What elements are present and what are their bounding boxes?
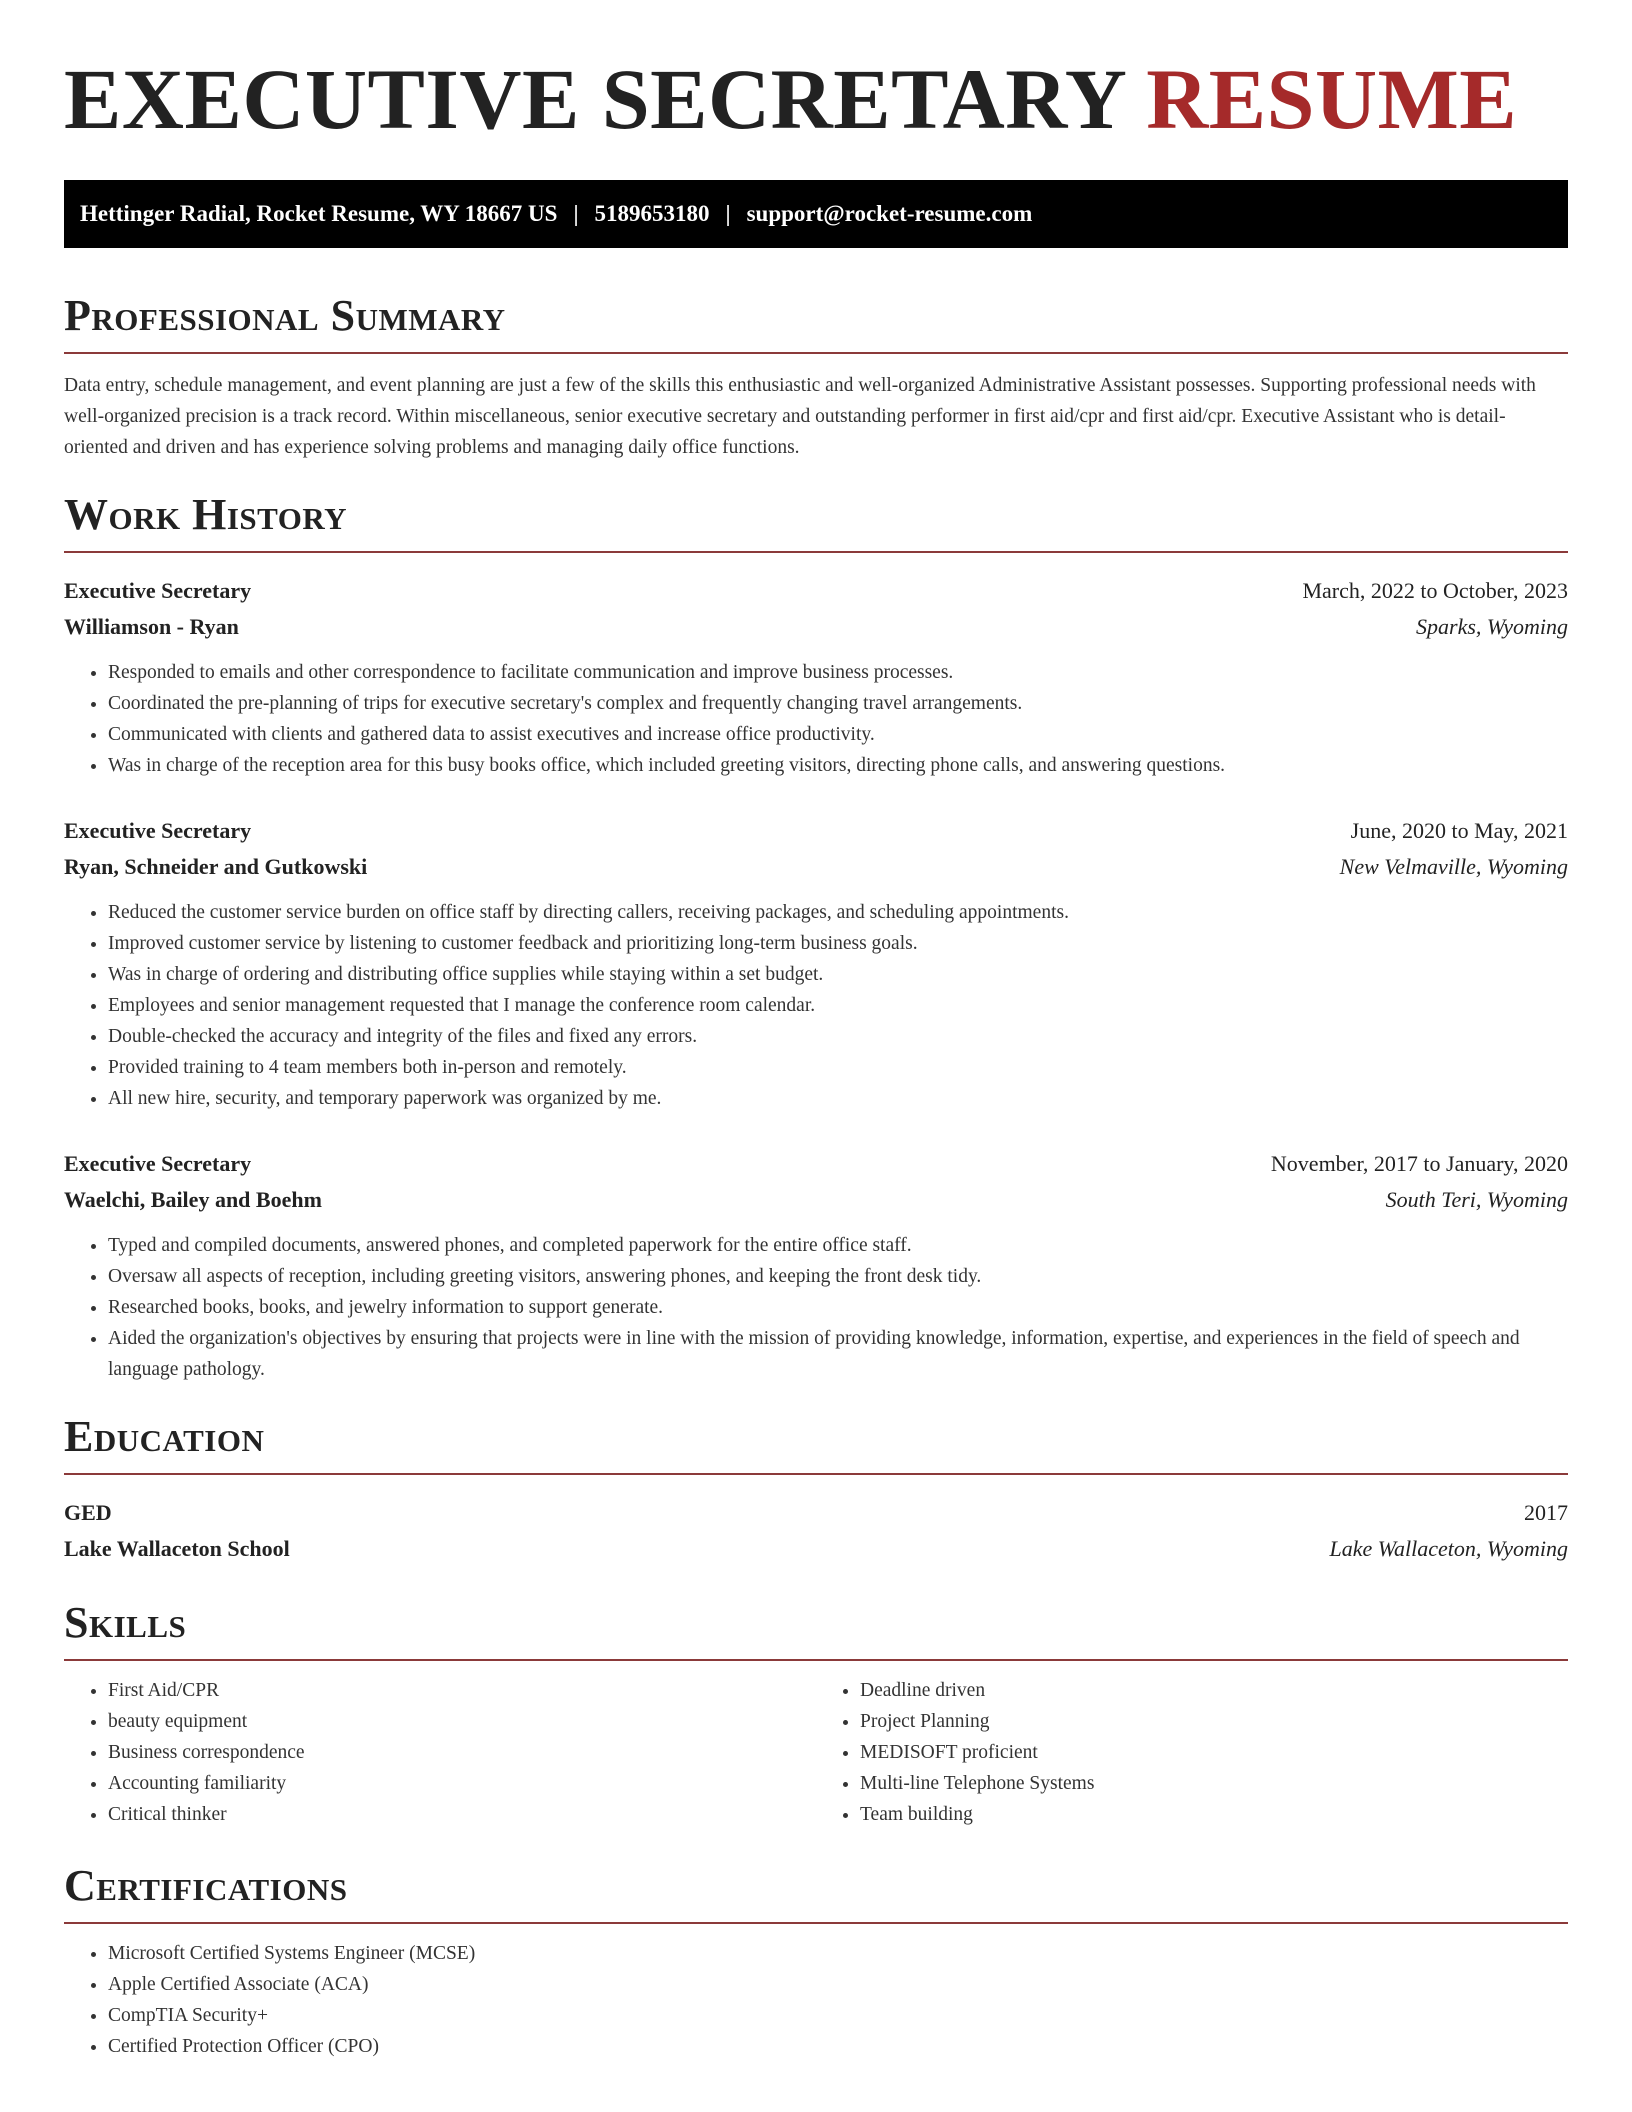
job-bullet: • Oversaw all aspects of reception, including greeting visitors, answering phones, and keeping the front desk tidy. (108, 1261, 1568, 1292)
job-company: Williamson - Ryan (64, 614, 239, 639)
job-bullet: • Provided training to 4 team members both in-person and remotely. (108, 1052, 1568, 1083)
education-degree: GED (64, 1500, 112, 1525)
job-entry (64, 573, 1568, 781)
skill-item: • MEDISOFT proficient (860, 1737, 1568, 1768)
job-bullet: • All new hire, security, and temporary paperwork was organized by me. (108, 1083, 1568, 1114)
contact-separator: | (725, 201, 731, 226)
job-bullet: • Employees and senior management requested that I manage the conference room calendar. (108, 990, 1568, 1021)
job-entry (64, 1146, 1568, 1385)
job-dates: November, 2017 to January, 2020 (1270, 1151, 1568, 1176)
skills-list-left (64, 1675, 816, 1830)
job-bullet: • Aided the organization's objectives by ensuring that projects were in line with the mission of providing knowledge, information, expertise, and experiences in the field of speech and language pathology. (108, 1323, 1568, 1385)
skill-item: • Multi-line Telephone Systems (860, 1768, 1568, 1799)
skills-section (64, 1598, 1568, 1830)
job-title: Executive Secretary (64, 818, 252, 843)
skills-grid (64, 1675, 1568, 1830)
job-dates: March, 2022 to October, 2023 (1302, 578, 1568, 603)
job-bullet: • Was in charge of ordering and distributing office supplies while staying within a set budget. (108, 959, 1568, 990)
skill-item: • Project Planning (860, 1706, 1568, 1737)
title-accent: RESUME (1146, 51, 1518, 147)
section-heading-certifications: Certifications (64, 1864, 1568, 1924)
section-heading-skills: Skills (64, 1601, 1568, 1661)
certifications-list (64, 1938, 1568, 2062)
certification-item: • Certified Protection Officer (CPO) (108, 2031, 1568, 2062)
section-heading-education: Education (64, 1415, 1568, 1475)
education-school: Lake Wallaceton School (64, 1536, 290, 1561)
work-history-section (64, 490, 1568, 1385)
job-bullet: • Reduced the customer service burden on office staff by directing callers, receiving packages, and scheduling appointments. (108, 897, 1568, 928)
skills-list-right (816, 1675, 1568, 1830)
summary-text: Data entry, schedule management, and event planning are just a few of the skills this enthusiastic and well-organized Administrative Assistant possesses. Supporting professional needs with well-organized precision is a track record. Within miscellaneous, senior executive secretary and outstanding performer in first aid/cpr and first aid/cpr. Executive Assistant who is detail-oriented and driven and has experience solving problems and managing daily office functions. (64, 375, 1536, 458)
job-bullet: • Typed and compiled documents, answered phones, and completed paperwork for the entire office staff. (108, 1230, 1568, 1261)
job-title: Executive Secretary (64, 1151, 252, 1176)
job-bullet: • Responded to emails and other correspondence to facilitate communication and improve business processes. (108, 657, 1568, 688)
job-bullet: • Double-checked the accuracy and integrity of the files and fixed any errors. (108, 1021, 1568, 1052)
job-location: Sparks, Wyoming (1416, 614, 1568, 639)
contact-email: support@rocket-resume.com (746, 201, 1033, 226)
education-year: 2017 (1524, 1500, 1568, 1525)
education-entry (64, 1495, 1568, 1567)
job-bullet: • Was in charge of the reception area for this busy books office, which included greeting visitors, directing phone calls, and answering questions. (108, 750, 1568, 781)
summary-section (64, 291, 1568, 463)
certification-item: • Microsoft Certified Systems Engineer (MCSE) (108, 1938, 1568, 1969)
resume-title (64, 0, 1568, 147)
section-heading-work-history: Work History (64, 493, 1568, 553)
job-bullet: • Coordinated the pre-planning of trips for executive secretary's complex and frequently changing travel arrangements. (108, 688, 1568, 719)
job-bullet: • Improved customer service by listening to customer feedback and prioritizing long-term business goals. (108, 928, 1568, 959)
job-bullet: • Communicated with clients and gathered data to assist executives and increase office productivity. (108, 719, 1568, 750)
job-title: Executive Secretary (64, 578, 252, 603)
skill-item: • Accounting familiarity (108, 1768, 816, 1799)
job-bullet-list (64, 1230, 1568, 1385)
contact-bar (64, 180, 1568, 248)
job-location: New Velmaville, Wyoming (1339, 854, 1568, 879)
job-location: South Teri, Wyoming (1385, 1187, 1568, 1212)
skill-item: • beauty equipment (108, 1706, 816, 1737)
contact-separator: | (573, 201, 579, 226)
skill-item: • Deadline driven (860, 1675, 1568, 1706)
job-bullet: • Researched books, books, and jewelry information to support generate. (108, 1292, 1568, 1323)
skill-item: • First Aid/CPR (108, 1675, 816, 1706)
contact-phone: 5189653180 (594, 201, 710, 226)
certifications-section (64, 1861, 1568, 2062)
certification-item: • Apple Certified Associate (ACA) (108, 1969, 1568, 2000)
job-company: Ryan, Schneider and Gutkowski (64, 854, 368, 879)
education-location: Lake Wallaceton, Wyoming (1329, 1536, 1568, 1561)
job-dates: June, 2020 to May, 2021 (1350, 818, 1568, 843)
resume-page (64, 0, 1568, 2062)
job-bullet-list (64, 657, 1568, 781)
skill-item: • Critical thinker (108, 1799, 816, 1830)
title-main: EXECUTIVE SECRETARY (64, 51, 1125, 147)
job-company: Waelchi, Bailey and Boehm (64, 1187, 322, 1212)
contact-address: Hettinger Radial, Rocket Resume, WY 18667 US (80, 201, 558, 226)
skill-item: • Team building (860, 1799, 1568, 1830)
section-heading-summary: Professional Summary (64, 294, 1568, 354)
skill-item: • Business correspondence (108, 1737, 816, 1768)
education-section (64, 1412, 1568, 1567)
job-entry (64, 813, 1568, 1114)
certification-item: • CompTIA Security+ (108, 2000, 1568, 2031)
job-bullet-list (64, 897, 1568, 1114)
